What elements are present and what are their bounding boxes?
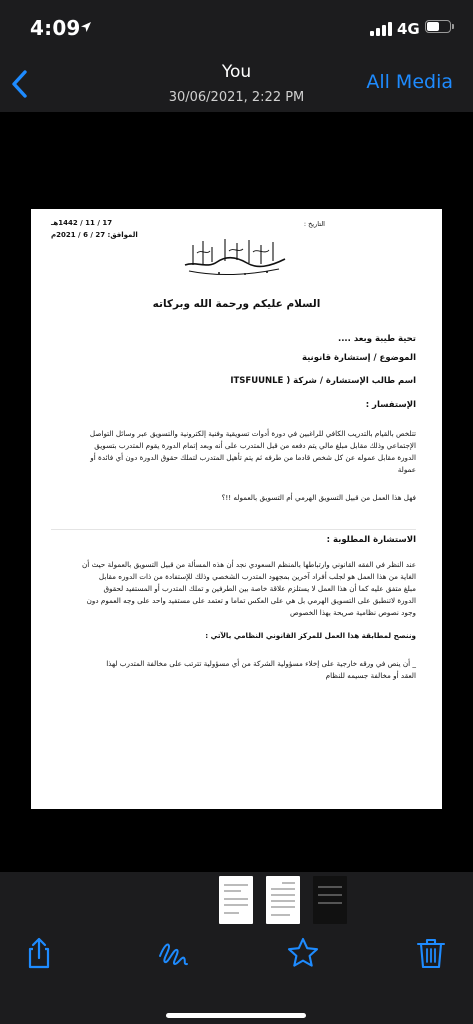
- inquiry-line: تتلخص بالقيام بالتدريب الكافي للراغبين في دورة أدوات تسويقية وفنية إلكترونية والتسويق عبر وسائل التواصل: [89, 429, 416, 438]
- inquiry-heading: الإستفسار :: [365, 400, 416, 410]
- requester-line: اسم طالب الإستشارة / شركة ( ITSFUUNLE: [230, 376, 416, 386]
- date-label: التاريخ :: [303, 220, 325, 228]
- star-icon[interactable]: [286, 936, 320, 970]
- consult-line: الدورة لاتنطبق على التسويق الهرمي بل هي على العكس تماما و تعتمد على مستفيد واحد على وجه العموم دون: [86, 596, 416, 605]
- basmala-calligraphy: [179, 231, 291, 281]
- advice-line: العقد أو مخالفة جسيمه للنظام: [325, 671, 416, 680]
- advice-heading: وننصح لمطابقة هذا العمل للمركز القانوني النظامي بالآتي :: [205, 631, 416, 640]
- battery-icon: [425, 20, 451, 33]
- divider: [51, 529, 416, 530]
- inquiry-line: عمولة: [397, 465, 416, 474]
- thumbnail[interactable]: [219, 876, 253, 924]
- thumbnail[interactable]: [313, 876, 347, 924]
- location-arrow-icon: [80, 21, 92, 33]
- status-bar: [0, 0, 473, 58]
- consult-line: مبلغ متفق عليه كما أن هذا العمل لا يستلزم علاقة خاصة بين الطرفين و تملك المتدرب أو المستفيد لحقوق: [103, 584, 416, 593]
- nav-bar: [0, 58, 473, 112]
- consult-line: الغاية من هذا العمل هو لجلب أفراد آخرين بمجهود المتدرب الشخصي وذلك للإستفادة من ذات الدوره مقابل: [98, 572, 416, 581]
- image-viewer[interactable]: [0, 112, 473, 872]
- advice-line: _ أن ينص في ورقه خارجية على إخلاء مسؤولية الشركة من أي مسؤولية تترتب على مخالفة المتدرب لهذا: [106, 659, 416, 668]
- gregorian-date: الموافق: 27 / 6 / 2021م: [51, 231, 138, 239]
- nav-subtitle: 30/06/2021, 2:22 PM: [168, 90, 305, 105]
- question-line: فهل هذا العمل من قبيل التسويق الهرمي أم التسويق بالعموله !!؟: [221, 493, 416, 502]
- cellular-signal-icon: [370, 22, 392, 36]
- hijri-date: 17 / 11 / 1442هـ: [51, 219, 113, 227]
- consult-line: عند النظر في الفقه القانوني وارتباطها بالمنظم السعودي نجد أن هذه المسألة من قبيل التسويق بالعمولة حيث أن: [82, 560, 416, 569]
- consult-line: وجود نصوص نظامية صريحة بهذا الخصوص: [290, 608, 416, 617]
- subject-line: الموضوع / إستشارة قانونية: [301, 353, 416, 363]
- nav-title: You: [221, 62, 252, 82]
- share-icon[interactable]: [22, 936, 56, 970]
- thumbnail-selected[interactable]: [266, 876, 300, 924]
- inquiry-line: الإجتماعي وذلك مقابل مبلغ مالي يتم دفعه من قبل المتدرب على أنه وبعد إتمام الدورة يقوم المتدرب بتسويق: [94, 441, 416, 450]
- salam-heading: السلام عليكم ورحمة الله وبركاته: [152, 298, 321, 310]
- inquiry-line: الدورة مقابل عموله عن كل شخص قادما من طرفه ثم يتم تأهيل المتدرب لتملك حقوق الدورة دون أي فائدة أو: [90, 453, 416, 462]
- consult-heading: الاستشارة المطلوبة :: [326, 535, 416, 545]
- trash-icon[interactable]: [414, 936, 448, 970]
- greeting: تحية طيبة وبعد ....: [337, 334, 416, 344]
- bottom-toolbar: [0, 928, 473, 1024]
- battery-nub: [452, 24, 454, 29]
- document-page: [31, 209, 442, 809]
- status-time: 4:09: [30, 16, 81, 40]
- thumbnail-strip: [0, 872, 473, 928]
- markup-icon[interactable]: [156, 936, 190, 970]
- home-indicator[interactable]: [166, 1013, 306, 1018]
- network-type: 4G: [397, 20, 420, 38]
- all-media-button[interactable]: All Media: [366, 71, 453, 93]
